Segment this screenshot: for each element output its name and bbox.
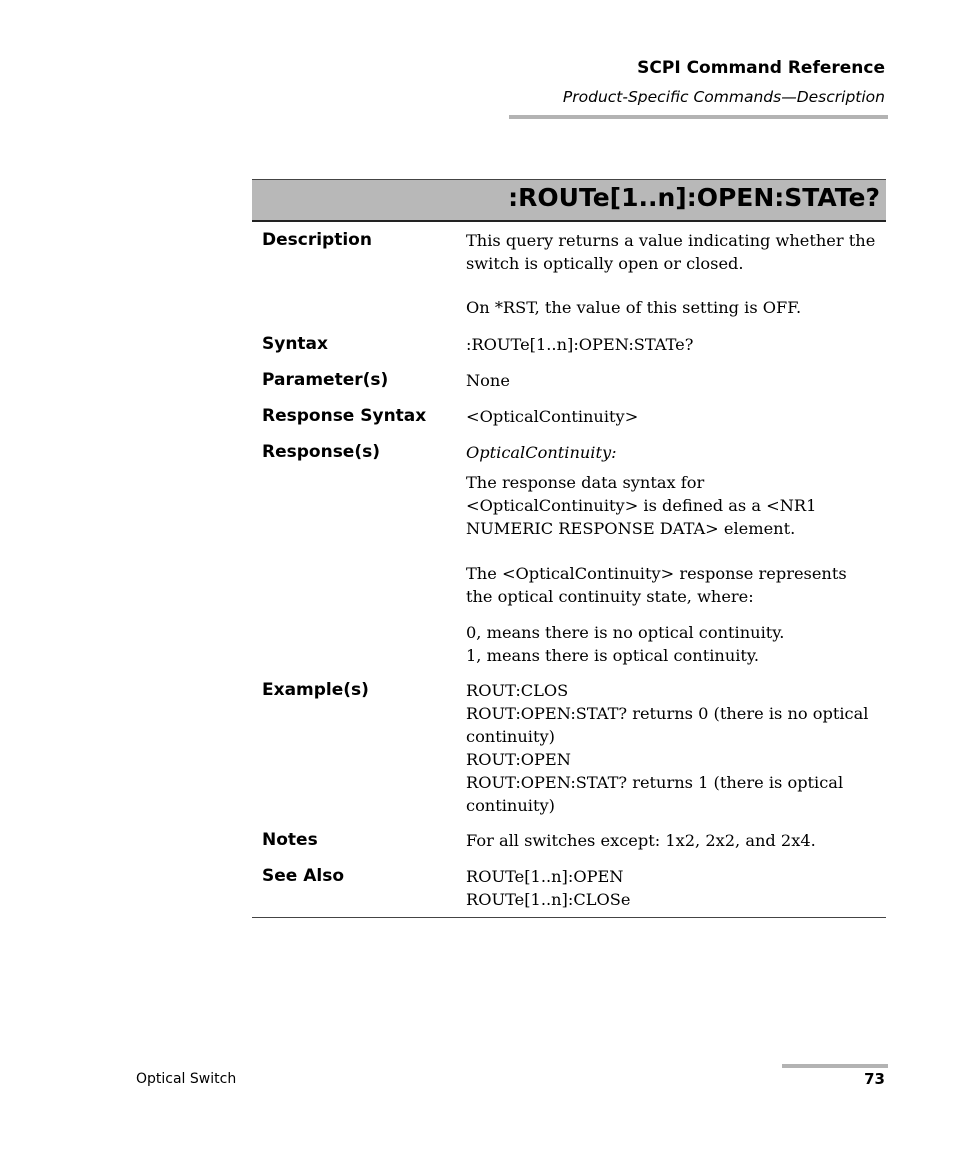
table-end-rule [252, 917, 886, 918]
text-line: ROUTe[1..n]:OPEN [466, 867, 624, 886]
row-label-response-syntax: Response Syntax [262, 406, 427, 426]
text-line: continuity) [466, 727, 555, 746]
row-label-responses: Response(s) [262, 442, 380, 462]
row-value-see-also [466, 865, 886, 911]
text-line: switch is optically open or closed. [466, 254, 744, 273]
header-subtitle: Product-Specific Commands—Description [562, 88, 885, 106]
footer-rule [782, 1064, 888, 1068]
row-value-response-syntax [466, 405, 886, 428]
text-line: continuity) [466, 796, 555, 815]
row-label-examples: Example(s) [262, 680, 369, 700]
command-title-bar [252, 179, 886, 222]
header-title: SCPI Command Reference [637, 58, 885, 78]
text-line: The <OpticalContinuity> response represents [466, 564, 847, 583]
header-rule [509, 115, 888, 119]
row-value-notes [466, 829, 886, 852]
row-value-syntax [466, 333, 886, 356]
row-value-description [466, 229, 886, 319]
text-line: 0, means there is no optical continuity. [466, 623, 785, 642]
text-line: <OpticalContinuity> is defined as a <NR1 [466, 496, 817, 515]
row-label-description: Description [262, 230, 372, 250]
text-line: None [466, 371, 510, 390]
row-label-parameters: Parameter(s) [262, 370, 389, 390]
text-line: the optical continuity state, where: [466, 587, 754, 606]
footer-product: Optical Switch [136, 1071, 237, 1087]
text-line: ROUT:OPEN:STAT? returns 0 (there is no optical [466, 704, 869, 723]
row-label-see-also: See Also [262, 866, 345, 886]
row-label-syntax: Syntax [262, 334, 328, 354]
text-line: ROUT:OPEN:STAT? returns 1 (there is optical [466, 773, 844, 792]
text-line: ROUTe[1..n]:CLOSe [466, 890, 631, 909]
row-value-parameters [466, 369, 886, 392]
text-line: 1, means there is optical continuity. [466, 646, 760, 665]
text-line: This query returns a value indicating whether the [466, 231, 876, 250]
text-line: ROUT:OPEN [466, 750, 571, 769]
text-line: <OpticalContinuity> [466, 407, 639, 426]
command-title: :ROUTe[1..n]:OPEN:STATe? [508, 183, 880, 212]
text-line: OpticalContinuity: [466, 443, 617, 462]
row-value-responses [466, 441, 886, 667]
text-line: For all switches except: 1x2, 2x2, and 2x4. [466, 831, 816, 850]
text-line: ROUT:CLOS [466, 681, 569, 700]
row-value-examples [466, 679, 886, 817]
text-line: On *RST, the value of this setting is OFF. [466, 298, 802, 317]
page-number: 73 [864, 1070, 885, 1088]
text-line: The response data syntax for [466, 473, 705, 492]
row-label-notes: Notes [262, 830, 318, 850]
text-line: NUMERIC RESPONSE DATA> element. [466, 519, 796, 538]
text-line: :ROUTe[1..n]:OPEN:STATe? [466, 335, 694, 354]
